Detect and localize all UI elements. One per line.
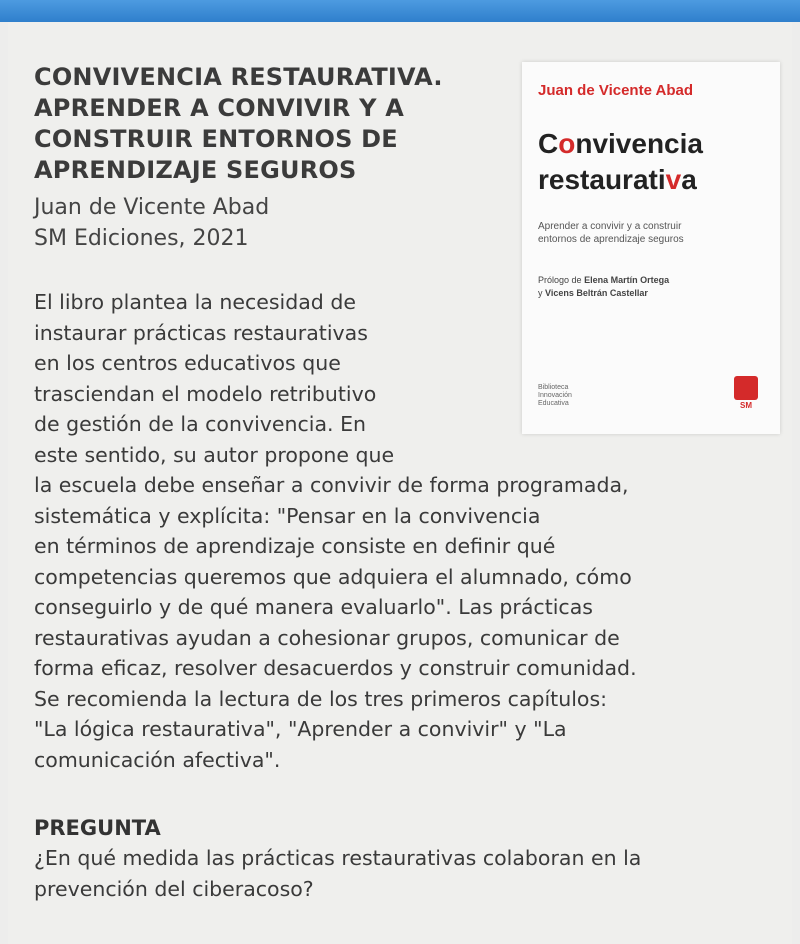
cover-title-accent: v <box>665 164 682 195</box>
description-line: El libro plantea la necesidad de <box>34 290 356 314</box>
question-line: prevención del ciberacoso? <box>34 876 314 901</box>
prologue-name: Elena Martín Ortega <box>584 275 670 285</box>
prologue-label: Prólogo de <box>538 275 582 285</box>
cover-prologue-line <box>538 274 768 287</box>
cover-subtitle <box>538 220 768 246</box>
book-description <box>34 287 769 775</box>
cover-title-part: a <box>681 164 697 195</box>
cover-author: Juan de Vicente Abad <box>538 82 694 99</box>
cover-subtitle-line: Aprender a convivir y a construir <box>538 221 682 232</box>
cover-subtitle-line: entornos de aprendizaje seguros <box>538 234 684 245</box>
description-line: la escuela debe enseñar a convivir de forma programada, <box>34 473 629 497</box>
cover-title-part: restaurati <box>538 164 666 195</box>
description-line: trasciendan el modelo retributivo <box>34 381 377 406</box>
description-line: "La lógica restaurativa", "Aprender a convivir" y "La <box>34 717 567 741</box>
cover-title-accent: o <box>558 128 576 159</box>
description-line: sistemática y explícita: "Pensar en la convivencia <box>34 503 541 528</box>
book-author: Juan de Vicente Abad <box>34 195 270 220</box>
description-line: en términos de aprendizaje consiste en definir qué <box>34 534 556 558</box>
description-line: Se recomienda la lectura de los tres primeros capítulos: <box>34 686 608 711</box>
description-line: en los centros educativos que <box>34 351 341 375</box>
description-line: de gestión de la convivencia. En <box>34 412 367 436</box>
prologue-conj: y <box>538 288 543 298</box>
title-line: CONSTRUIR ENTORNOS DE <box>34 125 398 153</box>
question-heading: PREGUNTA <box>34 816 161 840</box>
description-line: conseguirlo y de qué manera evaluarlo". Las prácticas <box>34 595 593 619</box>
question-text <box>34 843 769 904</box>
logo-text: SM <box>740 401 752 410</box>
cover-title-part: C <box>538 128 559 159</box>
top-color-bar <box>0 0 800 22</box>
description-line: forma eficaz, resolver desacuerdos y construir comunidad. <box>34 656 637 680</box>
description-line: restaurativas ayudan a cohesionar grupos, comunicar de <box>34 625 620 650</box>
title-line: APRENDER A CONVIVIR Y A <box>34 94 405 122</box>
cover-title <box>538 126 703 198</box>
book-title <box>34 62 504 186</box>
cover-series-line: Innovación <box>538 392 572 399</box>
prologue-name: Vicens Beltrán Castellar <box>545 288 648 298</box>
question-line: ¿En qué medida las prácticas restaurativas colaboran en la <box>34 846 642 870</box>
cover-series-line: Educativa <box>538 400 569 407</box>
cover-series-line: Biblioteca <box>538 384 569 391</box>
cover-title-line1 <box>538 126 703 162</box>
description-line: este sentido, su autor propone que <box>34 442 395 467</box>
cover-title-part: nvivencia <box>575 128 703 159</box>
book-publisher: SM Ediciones, 2021 <box>34 226 249 251</box>
description-line: competencias queremos que adquiera el alumnado, cómo <box>34 564 632 589</box>
description-line: instaurar prácticas restaurativas <box>34 320 368 345</box>
book-meta <box>34 192 504 254</box>
title-line: CONVIVENCIA RESTAURATIVA. <box>34 63 443 91</box>
title-line: APRENDIZAJE SEGUROS <box>34 156 357 184</box>
description-line: comunicación afectiva". <box>34 747 281 772</box>
cover-title-line2 <box>538 162 703 198</box>
